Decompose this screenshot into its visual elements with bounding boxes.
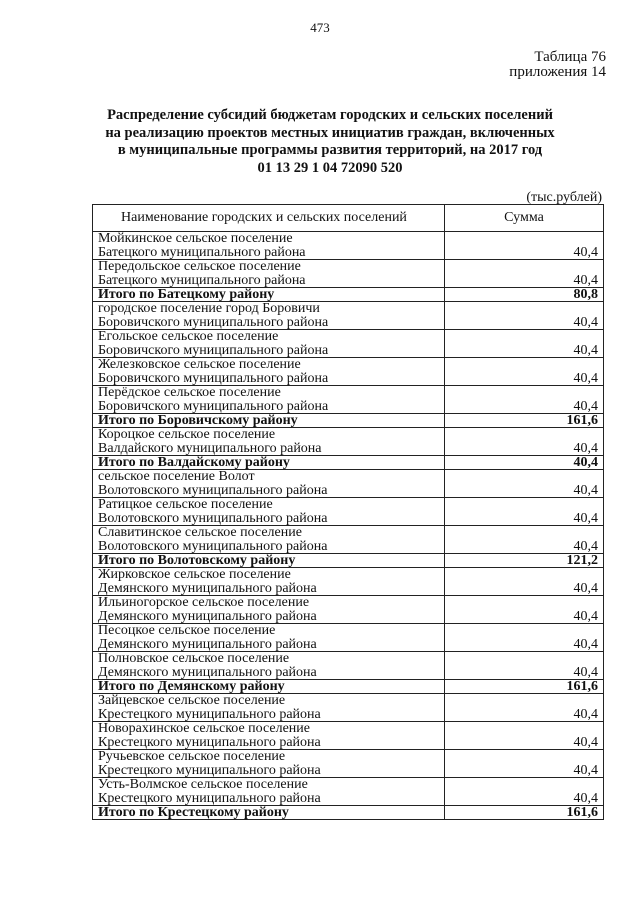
district-total-row — [93, 456, 604, 470]
table-row — [93, 386, 604, 414]
name-line: Итого по Валдайскому району — [98, 456, 290, 469]
name-line: Жирковское сельское поселение — [98, 568, 291, 582]
subsidy-sum: 40,4 — [445, 526, 604, 554]
units-label: (тыс.рублей) — [526, 190, 602, 205]
settlement-name — [93, 260, 445, 288]
settlement-name — [93, 498, 445, 526]
name-line: Крестецкого муниципального района — [98, 791, 321, 805]
table-row — [93, 568, 604, 596]
name-line: Волотовского муниципального района — [98, 511, 328, 525]
subsidy-sum: 40,4 — [445, 302, 604, 330]
district-total-sum: 161,6 — [445, 680, 604, 694]
district-total-sum: 40,4 — [445, 456, 604, 470]
district-total-sum: 121,2 — [445, 554, 604, 568]
district-total-row — [93, 288, 604, 302]
name-line: Итого по Батецкому району — [98, 288, 275, 301]
name-line: городское поселение город Боровичи — [98, 302, 320, 316]
subsidy-sum: 40,4 — [445, 428, 604, 456]
settlement-name — [93, 330, 445, 358]
title-line: Распределение субсидий бюджетам городских и сельских поселений — [107, 107, 553, 123]
name-line: Боровичского муниципального района — [98, 399, 329, 413]
subsidy-sum: 40,4 — [445, 386, 604, 414]
name-line: Ручьевское сельское поселение — [98, 750, 286, 764]
name-line: Железковское сельское поселение — [98, 358, 301, 372]
name-line: Боровичского муниципального района — [98, 371, 329, 385]
table-row — [93, 330, 604, 358]
settlement-name — [93, 596, 445, 624]
name-line: Волотовского муниципального района — [98, 539, 328, 553]
table-body — [93, 232, 604, 820]
name-line: Итого по Боровичскому району — [98, 414, 298, 427]
name-line: Итого по Демянскому району — [98, 680, 285, 693]
name-line: Демянского муниципального района — [98, 609, 317, 623]
name-line: Славитинское сельское поселение — [98, 526, 302, 540]
subsidy-sum: 40,4 — [445, 694, 604, 722]
table-row — [93, 470, 604, 498]
name-line: Демянского муниципального района — [98, 637, 317, 651]
table-row — [93, 694, 604, 722]
subsidy-sum: 40,4 — [445, 498, 604, 526]
table-number: Таблица 76 — [534, 49, 606, 65]
settlement-name — [93, 302, 445, 330]
subsidy-sum: 40,4 — [445, 470, 604, 498]
table-row — [93, 652, 604, 680]
district-total-row — [93, 806, 604, 820]
district-total-label — [93, 456, 445, 470]
subsidy-sum: 40,4 — [445, 778, 604, 806]
district-total-label — [93, 680, 445, 694]
name-line: Передольское сельское поселение — [98, 260, 301, 274]
subsidy-sum: 40,4 — [445, 750, 604, 778]
subsidy-sum: 40,4 — [445, 624, 604, 652]
name-line: Итого по Крестецкому району — [98, 806, 289, 819]
district-total-sum: 161,6 — [445, 414, 604, 428]
column-header-name: Наименование городских и сельских поселений — [93, 205, 445, 232]
name-line: Мойкинское сельское поселение — [98, 232, 293, 246]
name-line: Итого по Волотовскому району — [98, 554, 296, 567]
table-row — [93, 750, 604, 778]
name-line: Усть-Волмское сельское поселение — [98, 778, 308, 792]
district-total-row — [93, 554, 604, 568]
name-line: Ильиногорское сельское поселение — [98, 596, 310, 610]
name-line: Ёгольское сельское поселение — [98, 330, 279, 344]
name-line: Валдайского муниципального района — [98, 441, 322, 455]
title-line: на реализацию проектов местных инициатив граждан, включенных — [105, 124, 555, 141]
district-total-row — [93, 414, 604, 428]
name-line: Волотовского муниципального района — [98, 483, 328, 497]
table-header-row — [93, 205, 604, 232]
budget-code: 01 13 29 1 04 72090 520 — [257, 159, 403, 176]
subsidy-sum: 40,4 — [445, 232, 604, 260]
district-total-label — [93, 554, 445, 568]
name-line: Перёдское сельское поселение — [98, 386, 281, 400]
table-row — [93, 232, 604, 260]
name-line: Боровичского муниципального района — [98, 343, 329, 357]
settlement-name — [93, 652, 445, 680]
subsidy-sum: 40,4 — [445, 358, 604, 386]
subsidy-sum: 40,4 — [445, 652, 604, 680]
settlement-name — [93, 750, 445, 778]
subsidy-sum: 40,4 — [445, 330, 604, 358]
district-total-sum: 161,6 — [445, 806, 604, 820]
table-row — [93, 778, 604, 806]
table-row — [93, 526, 604, 554]
name-line: Боровичского муниципального района — [98, 315, 329, 329]
settlement-name — [93, 358, 445, 386]
page-number: 473 — [310, 20, 330, 35]
name-line: Демянского муниципального района — [98, 581, 317, 595]
table-row — [93, 428, 604, 456]
column-header-sum: Сумма — [445, 205, 604, 232]
settlement-name — [93, 694, 445, 722]
subsidy-sum: 40,4 — [445, 722, 604, 750]
document-title — [60, 107, 600, 177]
table-row — [93, 302, 604, 330]
name-line: Песоцкое сельское поселение — [98, 624, 276, 638]
settlement-name — [93, 778, 445, 806]
table-row — [93, 596, 604, 624]
settlement-name — [93, 624, 445, 652]
settlement-name — [93, 232, 445, 260]
subsidy-sum: 40,4 — [445, 260, 604, 288]
name-line: Зайцевское сельское поселение — [98, 694, 286, 708]
name-line: Крестецкого муниципального района — [98, 735, 321, 749]
subsidy-sum: 40,4 — [445, 596, 604, 624]
district-total-sum: 80,8 — [445, 288, 604, 302]
name-line: Крестецкого муниципального района — [98, 707, 321, 721]
name-line: Батецкого муниципального района — [98, 245, 306, 259]
name-line: Ратицкое сельское поселение — [98, 498, 273, 512]
table-row — [93, 624, 604, 652]
table-reference — [509, 50, 606, 80]
name-line: Новорахинское сельское поселение — [98, 722, 311, 736]
settlement-name — [93, 470, 445, 498]
name-line: Короцкое сельское поселение — [98, 428, 276, 442]
table-row — [93, 260, 604, 288]
district-total-label — [93, 414, 445, 428]
name-line: Батецкого муниципального района — [98, 273, 306, 287]
settlement-name — [93, 568, 445, 596]
title-line: в муниципальные программы развития территорий, на 2017 год — [117, 142, 543, 158]
table-row — [93, 722, 604, 750]
table-row — [93, 358, 604, 386]
settlement-name — [93, 386, 445, 414]
district-total-label — [93, 806, 445, 820]
table-row — [93, 498, 604, 526]
name-line: сельское поселение Волот — [98, 470, 255, 484]
subsidy-table — [92, 204, 604, 820]
district-total-row — [93, 680, 604, 694]
subsidy-sum: 40,4 — [445, 568, 604, 596]
name-line: Крестецкого муниципального района — [98, 763, 321, 777]
district-total-label — [93, 288, 445, 302]
settlement-name — [93, 428, 445, 456]
name-line: Полновское сельское поселение — [98, 652, 290, 666]
name-line: Демянского муниципального района — [98, 665, 317, 679]
settlement-name — [93, 722, 445, 750]
settlement-name — [93, 526, 445, 554]
appendix-number: приложения 14 — [509, 64, 606, 80]
